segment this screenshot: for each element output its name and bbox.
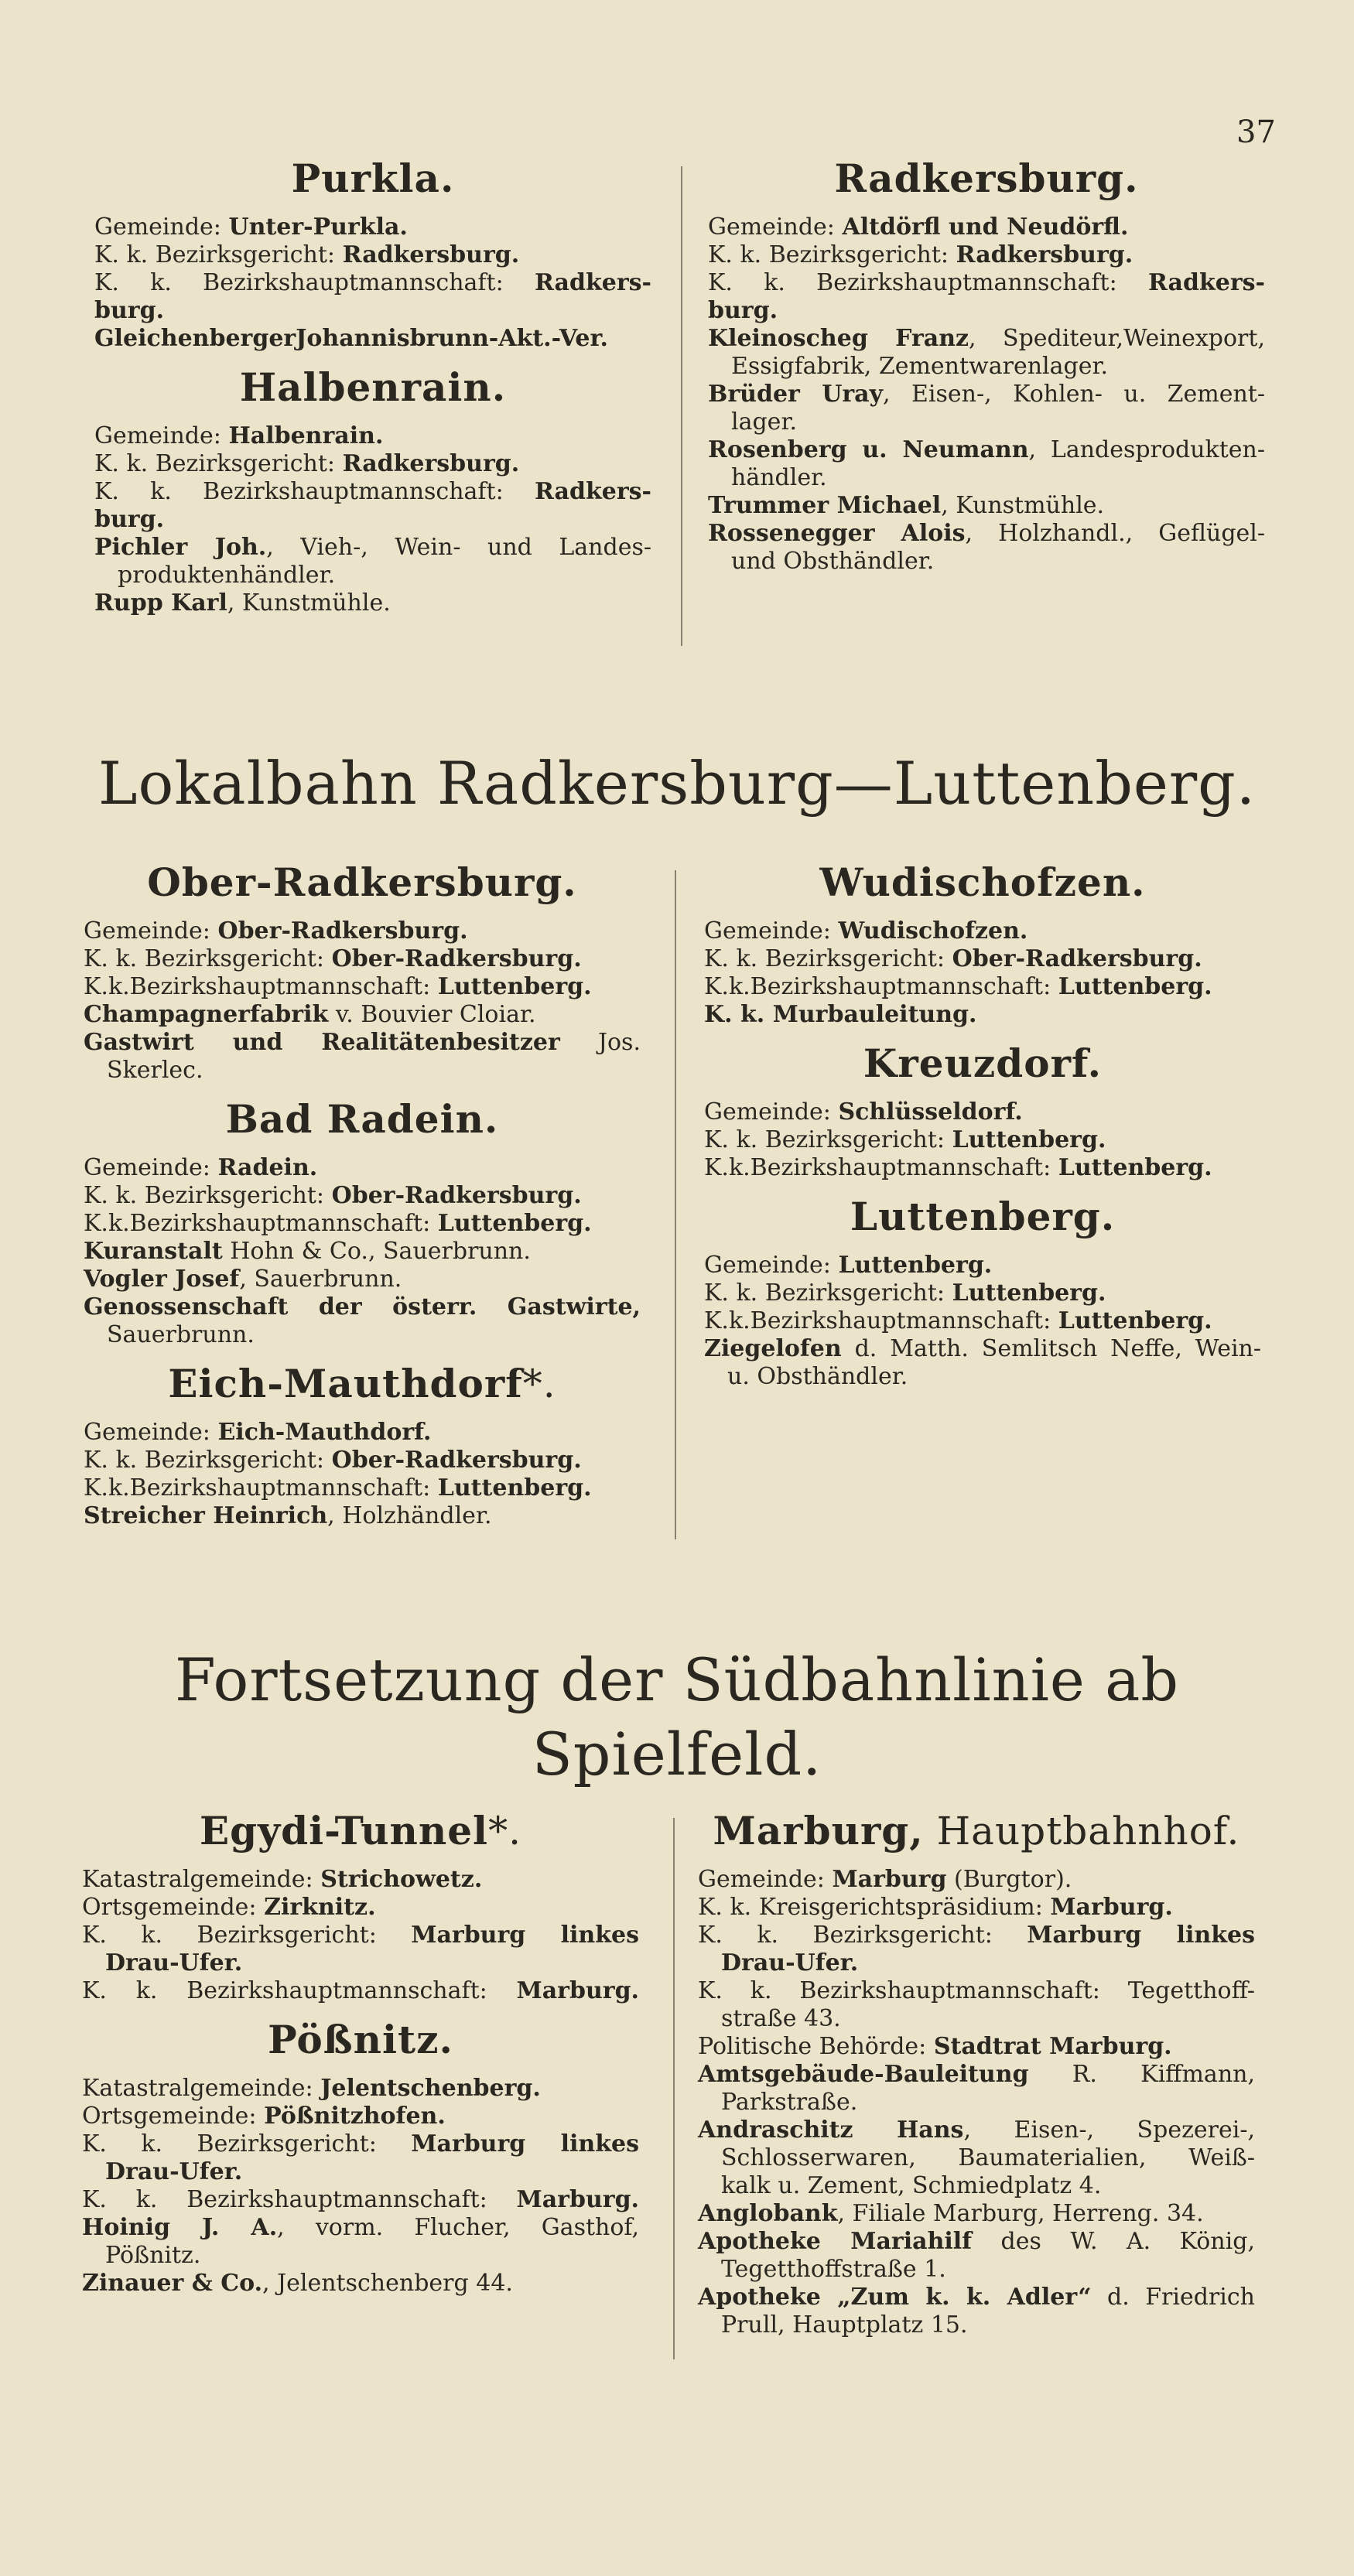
section-title-marburg (698, 1807, 1255, 1855)
entry-line (84, 973, 641, 1001)
entry-line (84, 945, 641, 973)
entry-label: K.k.Bezirkshauptmannschaft: (704, 1307, 1058, 1334)
entry-name: Luttenberg. (437, 973, 592, 1000)
entry-line (698, 2284, 1255, 2311)
entry-name: Radkersburg. (342, 241, 520, 268)
entry-text: Pößnitz. (105, 2242, 201, 2269)
entry-name: Ober-Radkersburg. (217, 917, 468, 945)
entry-name: Vogler Josef (84, 1266, 240, 1293)
entry-name: Streicher Heinrich (84, 1502, 328, 1529)
entry-name: Unter-Purkla. (228, 214, 408, 241)
entry-line (708, 297, 1265, 325)
entry-text: , Jelentschenberg 44. (262, 2270, 513, 2297)
entry-line (698, 2144, 1255, 2172)
section-title-text: Purkla. (291, 155, 455, 201)
section-title-luttenberg (704, 1193, 1261, 1241)
entry-line (82, 1977, 639, 2005)
entry-text: u. Obsthändler. (727, 1363, 908, 1390)
entry-name: Marburg. (1050, 1894, 1173, 1921)
entry-text: des W. A. König, (972, 2228, 1255, 2255)
entry-name: Pößnitzhofen. (264, 2103, 446, 2130)
entry-name: Luttenberg. (952, 1126, 1106, 1153)
entry-line (82, 2158, 639, 2186)
entry-label: K.k.Bezirkshauptmannschaft: (704, 1154, 1058, 1181)
entry-line (698, 1977, 1255, 2005)
entry-line (704, 945, 1261, 973)
entry-name: Genossenschaft der österr. Gastwirte, (84, 1293, 641, 1320)
entry-label: Gemeinde: (94, 422, 229, 449)
section-title-bad-radein (84, 1095, 641, 1143)
entry-line (704, 1307, 1261, 1335)
entry-name: Drau-Ufer. (721, 1949, 859, 1976)
entry-text: , Eisen-, Kohlen- u. Zement- (883, 381, 1265, 408)
entry-line (84, 1474, 641, 1502)
entry-name: Pichler Joh. (94, 534, 267, 561)
entry-name: Ober-Radkersburg. (331, 1447, 582, 1474)
section-title-text: Wudischofzen. (819, 859, 1146, 905)
entry-name: Luttenberg. (1058, 1154, 1212, 1181)
entry-line (94, 422, 651, 450)
entry-label: K. k. Bezirksgericht: (698, 1922, 1027, 1949)
entry-line (698, 2033, 1255, 2061)
entry-line (84, 1419, 641, 1447)
entry-name: Ziegelofen (704, 1335, 842, 1362)
entry-name: Zirknitz. (264, 1894, 376, 1921)
entry-text: Essigfabrik, Zementwarenlager. (731, 353, 1109, 380)
entry-label: Gemeinde: (704, 1098, 839, 1126)
entry-line (704, 1001, 1261, 1029)
entry-name: Apotheke „Zum k. k. Adler“ (698, 2284, 1092, 2311)
entry-line (94, 506, 651, 534)
entry-label: K. k. Bezirkshauptmannschaft: (94, 478, 535, 505)
entry-text: , vorm. Flucher, Gasthof, (277, 2214, 639, 2241)
entry-line (698, 1949, 1255, 1977)
entry-line (704, 1154, 1261, 1182)
entry-name: Halbenrain. (228, 422, 384, 449)
entry-name: burg. (94, 297, 165, 324)
entry-line (698, 2061, 1255, 2089)
page-number: 37 (1236, 114, 1276, 150)
entry-name: Marburg (832, 1866, 947, 1893)
entry-line (94, 450, 651, 478)
entry-line (708, 353, 1265, 381)
entry-text: , Landesprodukten- (1028, 436, 1265, 463)
entry-label: K. k. Bezirksgericht: (82, 2130, 412, 2157)
entry-name: Ober-Radkersburg. (952, 945, 1202, 972)
entry-label: K. k. Bezirksgericht: (94, 241, 343, 268)
entry-name: Champagnerfabrik (84, 1001, 329, 1028)
entry-name: Altdörfl und Neudörfl. (842, 214, 1129, 241)
entry-line (704, 1335, 1261, 1363)
entry-name: Apotheke Mariahilf (698, 2228, 973, 2255)
line-heading-lokalbahn: Lokalbahn Radkersburg—Luttenberg. (98, 749, 1256, 818)
entry-text: , Sauerbrunn. (239, 1266, 402, 1293)
entry-line (82, 1866, 639, 1894)
entry-label: K.k.Bezirkshauptmannschaft: (84, 1474, 438, 1502)
entry-name: Zinauer & Co. (82, 2270, 263, 2297)
entry-line (704, 973, 1261, 1001)
entry-name: Marburg. (516, 2186, 639, 2213)
section-title-text: Ober-Radkersburg. (147, 859, 577, 905)
entry-line (84, 1029, 641, 1057)
entry-name: Gastwirt und Realitätenbesitzer (84, 1029, 560, 1056)
entry-name: Radkers- (534, 269, 651, 296)
entry-name: Brüder Uray (708, 381, 884, 408)
entry-line (708, 269, 1265, 297)
entry-name: Ober-Radkersburg. (331, 945, 582, 972)
entry-line (708, 436, 1265, 464)
entry-line (84, 1502, 641, 1530)
entry-line (82, 2186, 639, 2214)
entry-label: K. k. Bezirksgericht: (704, 1279, 952, 1307)
entry-label: Gemeinde: (704, 917, 839, 945)
entry-name: Anglobank (698, 2200, 838, 2227)
entry-line (708, 548, 1265, 576)
entry-line (84, 917, 641, 945)
entry-line (704, 1126, 1261, 1154)
entry-label: Gemeinde: (84, 917, 218, 945)
entry-text: und Obsthändler. (731, 548, 935, 575)
section-title-eich-mauthdorf (84, 1360, 641, 1408)
entry-line (704, 1279, 1261, 1307)
entry-label: K. k. Bezirksgericht: (84, 1447, 332, 1474)
entry-line (94, 297, 651, 325)
section-title-kreuzdorf (704, 1040, 1261, 1088)
entry-name: K. k. Murbauleitung. (704, 1001, 977, 1028)
entry-text: (Burgtor). (946, 1866, 1072, 1893)
entry-name: Radkers- (534, 478, 651, 505)
entry-text: , Eisen-, Spezerei-, (963, 2116, 1255, 2144)
column-marburg (698, 1807, 1255, 2339)
entry-text: Prull, Hauptplatz 15. (721, 2311, 968, 2339)
entry-line (708, 492, 1265, 520)
entry-line (698, 2172, 1255, 2200)
entry-line (698, 1866, 1255, 1894)
entry-line (704, 1098, 1261, 1126)
entry-text: d. Matth. Semlitsch Neffe, Wein- (841, 1335, 1261, 1362)
entry-label: K. k. Bezirksgericht: (708, 241, 956, 268)
entry-line (82, 2103, 639, 2130)
entry-line (698, 2200, 1255, 2228)
entry-label: K. k. Bezirksgericht: (704, 945, 952, 972)
column-divider (675, 870, 676, 1539)
column-egydi-poessnitz (82, 1807, 639, 2298)
entry-name: Eich-Mauthdorf. (217, 1419, 432, 1446)
entry-text: straße 43. (721, 2005, 841, 2032)
entry-text: , Holzhändler. (327, 1502, 492, 1529)
entry-name: Ober-Radkersburg. (331, 1182, 582, 1209)
entry-line (84, 1001, 641, 1029)
entry-label: K. k. Bezirkshauptmannschaft: (82, 1977, 517, 2004)
entry-name: Hoinig J. A. (82, 2214, 278, 2241)
entry-name: Rupp Karl (94, 589, 227, 617)
entry-name: Schlüsseldorf. (838, 1098, 1023, 1126)
entry-line (94, 589, 651, 617)
entry-name: Luttenberg. (952, 1279, 1106, 1307)
entry-line (698, 2256, 1255, 2284)
entry-text: R. Kiffmann, (1028, 2061, 1255, 2088)
entry-line (698, 2116, 1255, 2144)
entry-name: Luttenberg. (838, 1252, 993, 1279)
entry-line (84, 1154, 641, 1182)
entry-name: Trummer Michael (708, 492, 942, 519)
entry-text: Jos. (559, 1029, 641, 1056)
entry-label: Ortsgemeinde: (82, 2103, 265, 2130)
entry-line (94, 269, 651, 297)
section-title-text: Pößnitz. (268, 2017, 453, 2062)
entry-label: K. k. Bezirkshauptmannschaft: (708, 269, 1148, 296)
entry-text: , Filiale Marburg, Herreng. 34. (837, 2200, 1204, 2227)
entry-line (698, 1922, 1255, 1949)
column-divider (681, 166, 682, 646)
entry-label: K. k. Bezirksgericht: (94, 450, 343, 477)
entry-text: v. Bouvier Cloiar. (328, 1001, 536, 1028)
entry-line (94, 214, 651, 241)
section-title-pößnitz (82, 2016, 639, 2064)
entry-label: K.k.Bezirkshauptmannschaft: (84, 973, 438, 1000)
entry-line (84, 1057, 641, 1085)
entry-name: Radkersburg. (956, 241, 1133, 268)
entry-line (708, 214, 1265, 241)
entry-line (94, 534, 651, 562)
entry-line (708, 325, 1265, 353)
entry-label: Gemeinde: (708, 214, 843, 241)
column-purkla-halbenrain (94, 155, 651, 617)
entry-label: Gemeinde: (84, 1419, 218, 1446)
entry-name: Marburg linkes (411, 2130, 639, 2157)
entry-line (704, 1252, 1261, 1279)
section-title-text: Eich-Mauthdorf (168, 1361, 523, 1406)
entry-name: Wudischofzen. (838, 917, 1028, 945)
entry-text: kalk u. Zement, Schmiedplatz 4. (721, 2172, 1102, 2199)
entry-label: Ortsgemeinde: (82, 1894, 265, 1921)
entry-text: lager. (731, 408, 798, 436)
entry-line (94, 478, 651, 506)
entry-name: GleichenbergerJohannisbrunn-Akt.-Ver. (94, 325, 608, 352)
entry-label: K.k.Bezirkshauptmannschaft: (84, 1210, 438, 1237)
entry-label: Katastralgemeinde: (82, 1866, 321, 1893)
entry-line (698, 2005, 1255, 2033)
entry-line (84, 1210, 641, 1238)
column-ober-radkersburg (84, 859, 641, 1530)
entry-label: Katastralgemeinde: (82, 2075, 321, 2102)
entry-name: Drau-Ufer. (105, 1949, 243, 1976)
entry-line (94, 325, 651, 353)
entry-name: Radein. (217, 1154, 318, 1181)
entry-text: , Vieh-, Wein- und Landes- (266, 534, 651, 561)
entry-text: Tegetthoffstraße 1. (721, 2256, 946, 2283)
entry-line (82, 2214, 639, 2242)
column-wudischofzen (704, 859, 1261, 1391)
entry-label: Gemeinde: (704, 1252, 839, 1279)
entry-line (708, 241, 1265, 269)
entry-name: Stadtrat Marburg. (933, 2033, 1172, 2060)
entry-line (698, 2089, 1255, 2116)
entry-text: d. Friedrich (1091, 2284, 1255, 2311)
entry-label: Gemeinde: (94, 214, 229, 241)
entry-name: burg. (708, 297, 778, 324)
entry-line (84, 1447, 641, 1474)
entry-name: Marburg linkes (411, 1922, 639, 1949)
entry-label: K. k. Bezirksgericht: (82, 1922, 412, 1949)
entry-line (84, 1182, 641, 1210)
section-title-egydi-tunnel (82, 1807, 639, 1855)
entry-label: K. k. Bezirkshauptmannschaft: Tegetthoff- (698, 1977, 1255, 2004)
entry-line (708, 381, 1265, 408)
entry-text: händler. (731, 464, 827, 491)
entry-name: Strichowetz. (320, 1866, 483, 1893)
entry-line (94, 241, 651, 269)
entry-text: Sauerbrunn. (107, 1321, 255, 1348)
entry-line (84, 1321, 641, 1349)
entry-text: , Holzhandl., Geflügel- (965, 520, 1266, 547)
entry-text: produktenhändler. (118, 562, 336, 589)
entry-text: , Kunstmühle. (941, 492, 1105, 519)
entry-name: Luttenberg. (1058, 1307, 1212, 1334)
entry-label: K. k. Bezirksgericht: (84, 1182, 332, 1209)
entry-text: , Spediteur,Weinexport, (969, 325, 1265, 352)
section-title-text: Marburg, (713, 1808, 924, 1853)
entry-name: burg. (94, 506, 165, 533)
entry-line (708, 464, 1265, 492)
section-title-suffix: Hauptbahnhof. (923, 1809, 1240, 1853)
section-title-ober-radkersburg (84, 859, 641, 907)
entry-line (698, 1894, 1255, 1922)
entry-label: K. k. Bezirksgericht: (84, 945, 332, 972)
entry-label: Gemeinde: (84, 1154, 218, 1181)
entry-line (82, 1894, 639, 1922)
entry-line (82, 1949, 639, 1977)
entry-text: Hohn & Co., Sauerbrunn. (222, 1238, 531, 1265)
entry-line (698, 2311, 1255, 2339)
entry-name: Marburg linkes (1027, 1922, 1255, 1949)
entry-name: Drau-Ufer. (105, 2158, 243, 2185)
entry-label: K. k. Bezirkshauptmannschaft: (82, 2186, 517, 2213)
entry-name: Andraschitz Hans (698, 2116, 964, 2144)
column-divider (673, 1818, 675, 2359)
entry-line (84, 1238, 641, 1266)
entry-line (698, 2228, 1255, 2256)
entry-name: Kleinoscheg Franz (708, 325, 969, 352)
section-title-text: Radkersburg. (834, 155, 1139, 201)
entry-line (84, 1293, 641, 1321)
entry-line (82, 2075, 639, 2103)
entry-line (84, 1266, 641, 1293)
section-title-text: Luttenberg. (850, 1194, 1116, 1239)
entry-name: Radkers- (1147, 269, 1265, 296)
section-title-halbenrain (94, 364, 651, 412)
section-title-suffix: *. (522, 1361, 556, 1406)
section-title-wudischofzen (704, 859, 1261, 907)
entry-line (704, 917, 1261, 945)
column-radkersburg (708, 155, 1265, 576)
section-title-text: Egydi-Tunnel (200, 1808, 489, 1853)
entry-name: Rosenberg u. Neumann (708, 436, 1029, 463)
entry-label: K. k. Bezirksgericht: (704, 1126, 952, 1153)
section-title-radkersburg (708, 155, 1265, 203)
entry-name: Luttenberg. (437, 1210, 592, 1237)
entry-text: Schlosserwaren, Baumaterialien, Weiß- (721, 2144, 1255, 2171)
entry-text: , Kunstmühle. (227, 589, 391, 617)
entry-line (82, 2242, 639, 2270)
section-title-suffix: *. (488, 1809, 521, 1853)
entry-name: Amtsgebäude-Bauleitung (698, 2061, 1029, 2088)
entry-name: Jelentschenberg. (320, 2075, 541, 2102)
line-heading-fortsetzung: Fortsetzung der Südbahnlinie ab Spielfeld. (174, 1645, 1180, 1789)
entry-label: K. k. Kreisgerichtspräsidium: (698, 1894, 1051, 1921)
entry-text: Parkstraße. (721, 2089, 858, 2116)
entry-label: K. k. Bezirkshauptmannschaft: (94, 269, 535, 296)
entry-label: K.k.Bezirkshauptmannschaft: (704, 973, 1058, 1000)
entry-label: Gemeinde: (698, 1866, 833, 1893)
entry-name: Marburg. (516, 1977, 639, 2004)
entry-line (82, 1922, 639, 1949)
section-title-text: Kreuzdorf. (863, 1040, 1103, 1086)
section-title-purkla (94, 155, 651, 203)
entry-label: Politische Behörde: (698, 2033, 934, 2060)
entry-line (94, 562, 651, 589)
entry-name: Kuranstalt (84, 1238, 223, 1265)
entry-text: Skerlec. (107, 1057, 203, 1084)
entry-name: Radkersburg. (342, 450, 520, 477)
entry-name: Luttenberg. (437, 1474, 592, 1502)
entry-line (708, 520, 1265, 548)
entry-line (82, 2130, 639, 2158)
entry-name: Rossenegger Alois (708, 520, 966, 547)
section-title-text: Halbenrain. (239, 364, 507, 410)
section-title-text: Bad Radein. (225, 1096, 499, 1142)
entry-line (704, 1363, 1261, 1391)
entry-line (708, 408, 1265, 436)
entry-line (82, 2270, 639, 2298)
entry-name: Luttenberg. (1058, 973, 1212, 1000)
